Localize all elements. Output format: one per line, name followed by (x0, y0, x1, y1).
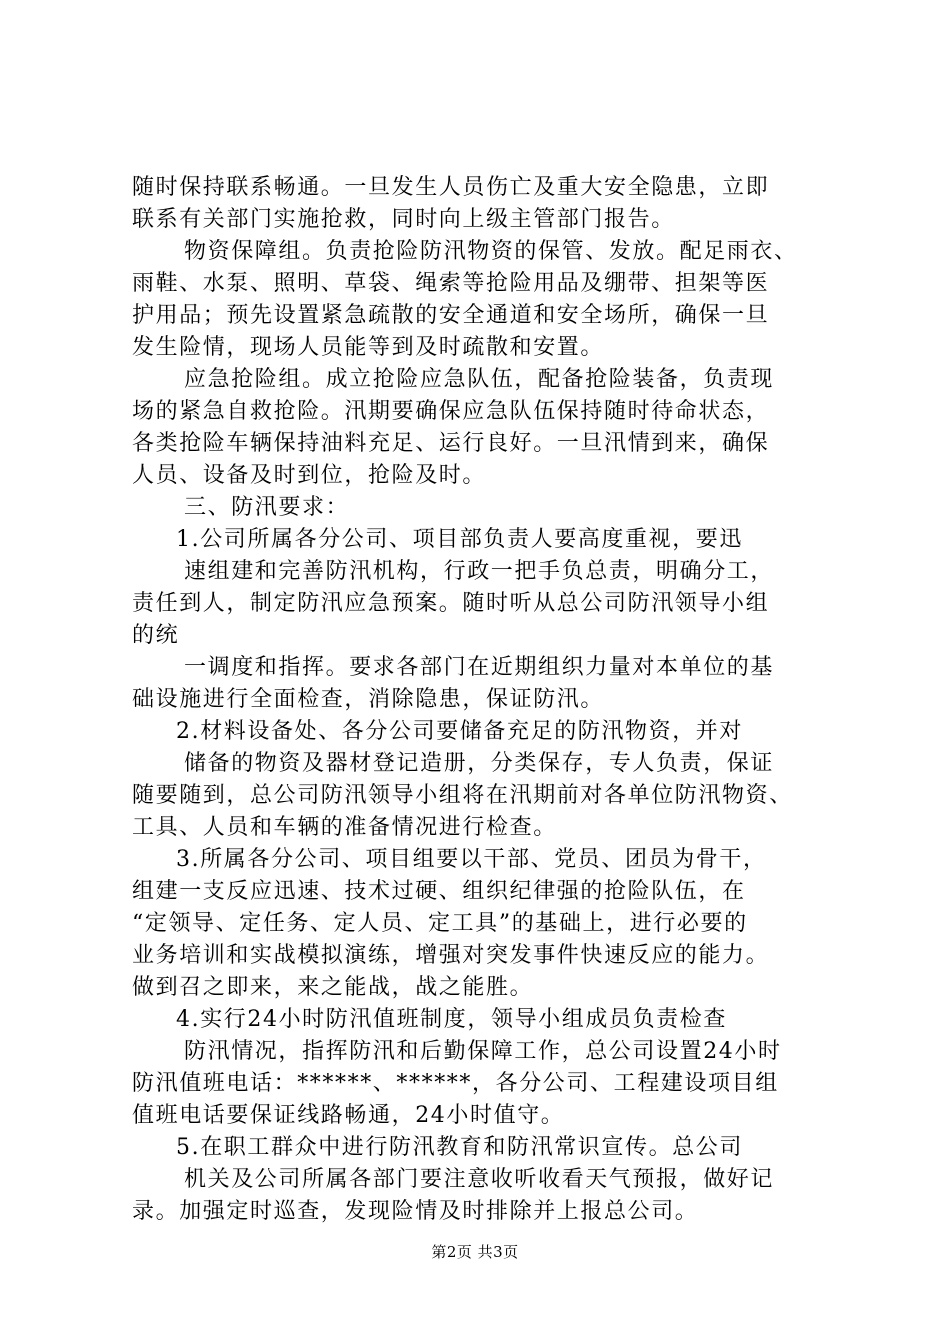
text-line: 物资保障组。负责抢险防汛物资的保管、发放。配足雨衣、 (184, 239, 798, 264)
text-line: 护用品；预先设置紧急疏散的安全通道和安全场所，确保一旦 (132, 303, 770, 328)
text-line: 联系有关部门实施抢救，同时向上级主管部门报告。 (132, 207, 675, 232)
text-line: 责任到人，制定防汛应急预案。随时听从总公司防汛领导小组 (132, 591, 770, 616)
text-line: 各类抢险车辆保持油料充足、运行良好。一旦汛情到来，确保 (132, 431, 770, 456)
text-line: 机关及公司所属各部门要注意收听收看天气预报，做好记 (184, 1167, 775, 1192)
text-line: 4.实行24小时防汛值班制度，领导小组成员负责检查 (176, 1007, 727, 1032)
text-line: 场的紧急自救抢险。汛期要确保应急队伍保持随时待命状态， (132, 399, 770, 424)
text-line: 3.所属各分公司、项目组要以干部、党员、团员为骨干， (176, 847, 767, 872)
text-line: 一调度和指挥。要求各部门在近期组织力量对本单位的基 (184, 655, 775, 680)
text-line: 组建一支反应迅速、技术过硬、组织纪律强的抢险队伍，在 (132, 879, 746, 904)
text-line: 速组建和完善防汛机构，行政一把手负总责，明确分工， (184, 559, 775, 584)
text-line: 业务培训和实战模拟演练，增强对突发事件快速反应的能力。 (132, 943, 770, 968)
text-line: 防汛情况，指挥防汛和后勤保障工作，总公司设置24小时 (184, 1039, 782, 1064)
text-line: 1.公司所属各分公司、项目部负责人要高度重视，要迅 (176, 527, 743, 552)
text-line: 础设施进行全面检查，消除隐患，保证防汛。 (132, 687, 605, 712)
text-line: “定领导、定任务、定人员、定工具”的基础上，进行必要的 (132, 911, 748, 936)
text-line: 录。加强定时巡查，发现险情及时排除并上报总公司。 (132, 1199, 699, 1224)
text-line: 2.材料设备处、各分公司要储备充足的防汛物资，并对 (176, 719, 743, 744)
text-line: 储备的物资及器材登记造册，分类保存，专人负责，保证 (184, 751, 775, 776)
section-heading: 三、防汛要求： (184, 495, 350, 520)
text-line: 随要随到，总公司防汛领导小组将在汛期前对各单位防汛物资、 (132, 783, 793, 808)
text-line: 做到召之即来，来之能战，战之能胜。 (132, 975, 534, 1000)
text-line: 工具、人员和车辆的准备情况进行检查。 (132, 815, 557, 840)
text-line: 的统 (132, 623, 180, 648)
text-line: 人员、设备及时到位，抢险及时。 (132, 463, 487, 488)
text-line: 5.在职工群众中进行防汛教育和防汛常识宣传。总公司 (176, 1135, 743, 1160)
text-line: 防汛值班电话：******、******，各分公司、工程建设项目组 (132, 1071, 779, 1096)
text-line: 雨鞋、水泵、照明、草袋、绳索等抢险用品及绷带、担架等医 (132, 271, 770, 296)
text-line: 随时保持联系畅通。一旦发生人员伤亡及重大安全隐患，立即 (132, 175, 770, 200)
page-number: 第2页 共3页 (431, 1243, 519, 1261)
text-line: 值班电话要保证线路畅通，24小时值守。 (132, 1103, 565, 1128)
text-line: 应急抢险组。成立抢险应急队伍，配备抢险装备，负责现 (184, 367, 775, 392)
text-line: 发生险情，现场人员能等到及时疏散和安置。 (132, 335, 605, 360)
